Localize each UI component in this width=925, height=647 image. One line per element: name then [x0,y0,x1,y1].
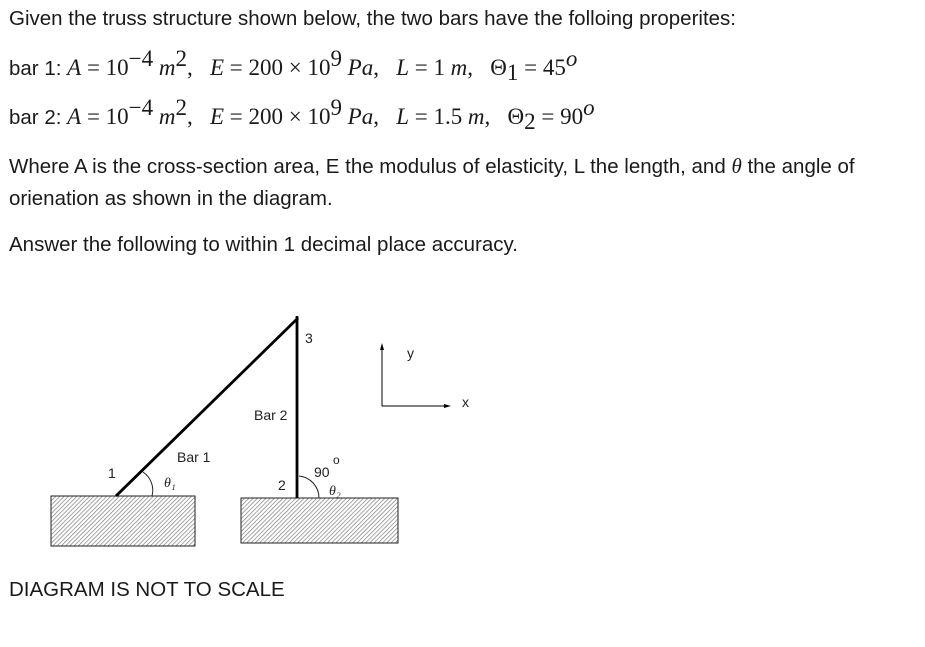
bar1-area-value: 10 [105,55,129,80]
angle-degree-symbol: o [333,453,340,467]
bar2-theta-subscript: 2 [524,109,536,134]
definitions-theta: θ [731,154,742,178]
bar2-length-unit: m [467,104,485,129]
bar1-theta-symbol: Θ [490,55,507,80]
scale-disclaimer: DIAGRAM IS NOT TO SCALE [9,578,285,601]
theta2-label: θ₂ [329,484,341,499]
bar-2-label: Bar 2 [254,407,288,423]
bar2-properties: bar 2: $A = 10^{-4}$ $m^2$, $E = 200 \times 10^9$ Pa, L = 1.5 m, $\Theta_2 = 90^o$ [9,95,595,134]
bar1-area-exponent: −4 [128,46,154,71]
bar1-modulus-exponent: 9 [330,46,342,71]
bar1-length-unit: m [450,55,468,80]
bar1-length-value: 1 [433,55,445,80]
y-axis-arrowhead [380,343,384,350]
bar2-area-unit-exponent: 2 [175,95,187,120]
bar1-theta-degree: o [565,46,578,71]
bar1-length-symbol: L [396,55,409,80]
bar2-modulus-unit: Pa [347,104,374,129]
bar1-modulus-value: 200 × 10 [248,55,331,80]
bar2-theta-degree: o [583,95,595,120]
bar2-length-symbol: L [396,104,409,129]
x-axis-arrowhead [444,404,451,408]
bar1-properties: bar 1: $A = 10^{-4}$ $m^2$, $E = 200 \times 10^9$ Pa, L = 1 m, $\Theta_1 = 45^o$ [9,46,578,85]
node-1-label: 1 [108,465,116,481]
bar1-area-symbol: A [67,55,82,80]
bar2-modulus-symbol: E [209,104,224,129]
bar1-modulus-unit: Pa [347,55,374,80]
bar2-theta-symbol: Θ [507,104,525,129]
theta1-arc [143,472,153,496]
angle-value-label: 90 [314,464,330,480]
bar2-length-value: 1.5 [433,104,463,129]
bar2-modulus-exponent: 9 [330,95,342,120]
x-axis-label: x [462,394,469,410]
bar1-area-unit: m [158,55,176,80]
intro-text: Given the truss structure shown below, the two bars have the folloing properites: [9,7,736,30]
theta1-label: θ₁ [164,476,176,491]
truss-diagram [0,300,520,550]
bar2-area-exponent: −4 [128,95,154,120]
node-2-label: 2 [278,477,286,493]
bar1-theta-subscript: 1 [506,60,519,85]
bar1-theta-value: 45 [542,55,566,80]
definitions-part1: Where A is the cross-section area, E the modulus of elasticity, L the length, and [9,155,732,178]
bar1-label: bar 1: [9,57,62,80]
bar2-area-value: 10 [105,104,129,129]
node-3-label: 3 [305,330,313,346]
instruction-text: Answer the following to within 1 decimal place accuracy. [9,233,518,256]
bar2-theta-value: 90 [560,104,584,129]
bar-1-label: Bar 1 [177,449,211,465]
bar2-area-symbol: A [67,104,82,129]
y-axis-label: y [407,345,414,361]
support-ground-2 [241,498,398,543]
bar2-label: bar 2: [9,106,62,129]
definitions-part2: the angle of orienation as shown in the diagram. [9,155,855,210]
definitions-text [9,150,919,215]
bar2-modulus-value: 200 × 10 [248,104,331,129]
bar2-area-unit: m [158,104,176,129]
bar1-area-unit-exponent: 2 [175,46,187,71]
bar1-modulus-symbol: E [209,55,224,80]
support-ground-1 [51,496,195,546]
